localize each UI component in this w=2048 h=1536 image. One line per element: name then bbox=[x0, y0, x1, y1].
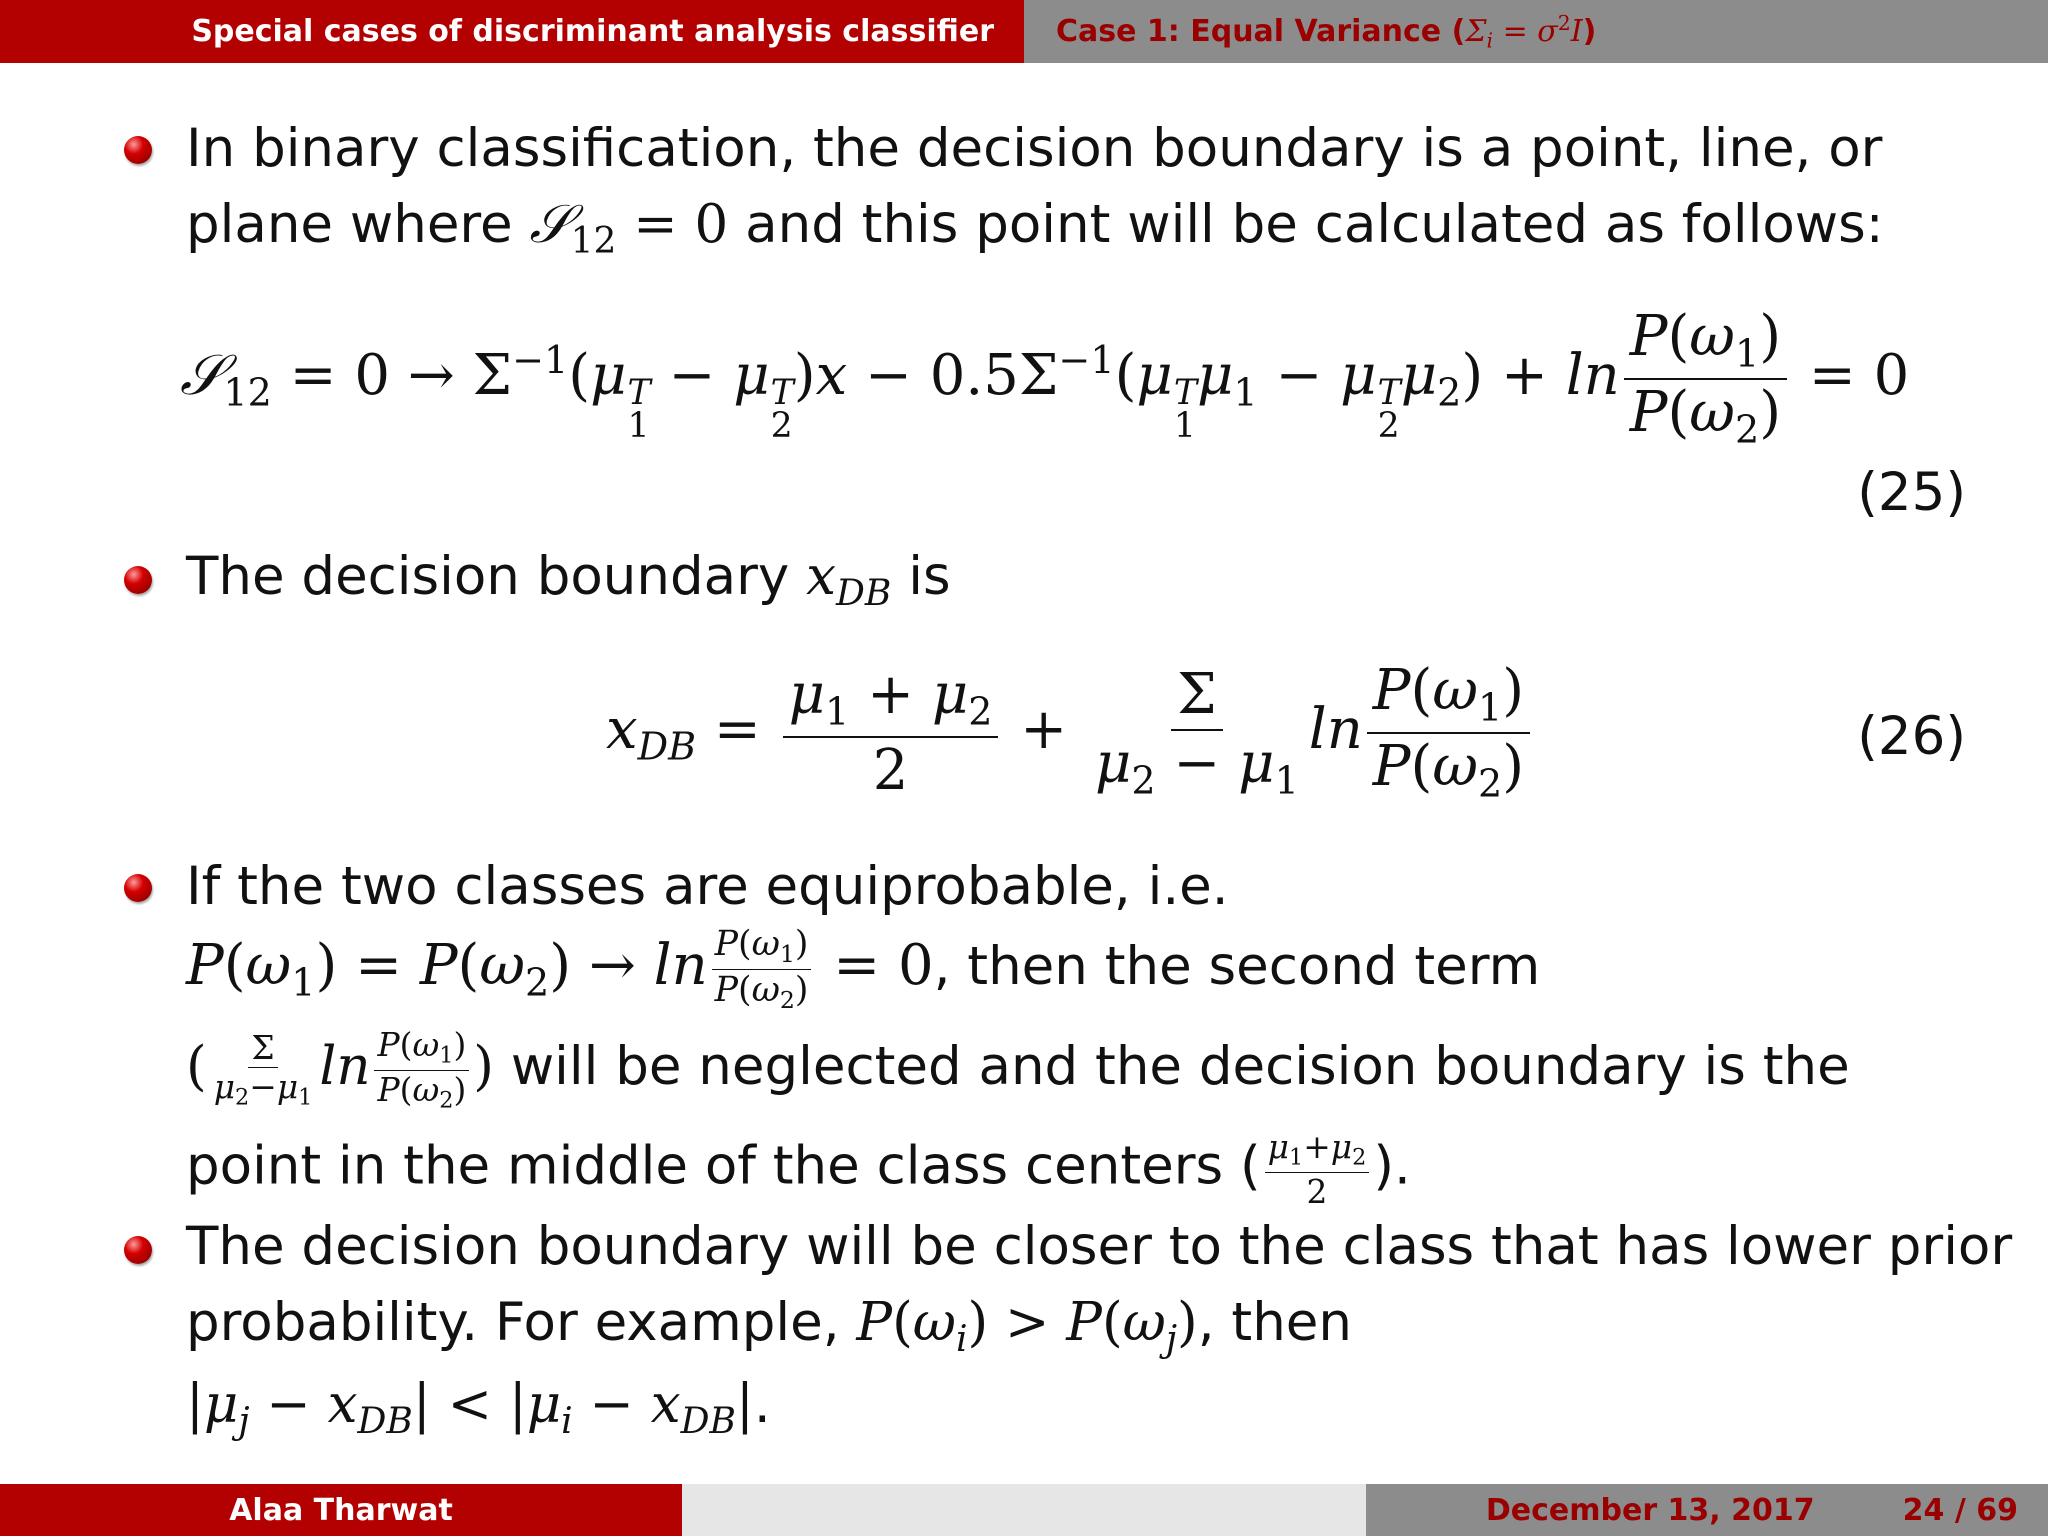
footer-author-text: Alaa Tharwat bbox=[229, 1492, 453, 1528]
bullet-3-line-4: point in the middle of the class centers ( $\frac{\mu_1+\mu_2}{2}$ ). bbox=[186, 1127, 1411, 1212]
equation-26: $x_{DB}$ = $\frac{\mu_1 + \mu_2}{2}$ + $\frac{\Sigma}{\mu_2 - \mu_1}$ ln $\frac{P(\omega_1)}{P(\omega_2)}$ bbox=[606, 662, 1534, 805]
bullet-1 bbox=[124, 136, 152, 164]
bullet-1-line-1: In binary classification, the decision boundary is a point, line, or bbox=[186, 118, 1883, 179]
equation-25-number: (25) bbox=[1857, 462, 1966, 523]
math-equiprobable: $P(\omega_1) = P(\omega_2) \to \ln$ $\frac{P(\omega_1)}{P(\omega_2)}$ = 0 bbox=[186, 924, 934, 1014]
subsection-title-prefix: Case 1: Equal Variance ( bbox=[1056, 14, 1466, 49]
header-bar bbox=[0, 0, 2048, 63]
bullet-3-line-2: $P(\omega_1) = P(\omega_2) \to \ln$ $\frac{P(\omega_1)}{P(\omega_2)}$ = 0, then the second term bbox=[186, 924, 1541, 1014]
bullet-3 bbox=[124, 874, 152, 902]
section-title-text: Special cases of discriminant analysis classifier bbox=[191, 14, 994, 49]
math-prior-comparison: $P(\omega_i) > P(\omega_j)$ bbox=[856, 1292, 1198, 1360]
equation-25: 𝒮$_{12}$ = $0 \to \Sigma^{-1}(\mu$ T 1 − μ T 2 )$x - 0.5\Sigma^{-1}(\mu$ T 1 $\mu_1 - \mu$ T 2 $\mu_2) + \ln$ $\frac{P(\omega_1)}{P(\omega_2)}$ = 0 bbox=[180, 304, 1910, 452]
bullet-2 bbox=[124, 566, 152, 594]
bullet-4 bbox=[124, 1236, 152, 1264]
bullet-2-line-1: The decision boundary $x_{DB}$ is bbox=[186, 546, 951, 614]
math-xdb: $x_{DB}$ bbox=[806, 546, 892, 614]
bullet-4-line-3: $|\mu_j - x_{DB}| < |\mu_i - x_{DB}|$. bbox=[186, 1374, 771, 1442]
footer-date: December 13, 2017 bbox=[1485, 1492, 1815, 1528]
footer-author[interactable] bbox=[0, 1484, 682, 1536]
math-distance-comparison: $|\mu_j - x_{DB}| < |\mu_i - x_{DB}|$ bbox=[186, 1374, 754, 1442]
bullet-3-line-1: If the two classes are equiprobable, i.e. bbox=[186, 856, 1229, 917]
footer-title-area[interactable] bbox=[682, 1484, 1366, 1536]
footer-page-number: 24 / 69 bbox=[1902, 1492, 2018, 1528]
footer-date-page[interactable] bbox=[1366, 1484, 2048, 1536]
bullet-4-line-1: The decision boundary will be closer to the class that has lower prior bbox=[186, 1216, 2013, 1277]
equation-26-number: (26) bbox=[1857, 706, 1966, 767]
bullet-4-line-2: probability. For example, $P(\omega_i) > P(\omega_j)$, then bbox=[186, 1292, 1352, 1360]
subsection-math: $\Sigma_i = \sigma^2I$ bbox=[1465, 10, 1583, 53]
bullet-3-line-3: ( $\frac{\Sigma}{\mu_2-\mu_1}$ ln $\frac{P(\omega_1)}{P(\omega_2)}$ ) will be neglected and the decision boundary is the bbox=[186, 1025, 1850, 1114]
math-s12-zero: 𝒮$_{12}$ = 0 bbox=[529, 194, 729, 262]
math-midpoint: $\frac{\mu_1+\mu_2}{2}$ bbox=[1261, 1135, 1374, 1196]
section-title[interactable] bbox=[0, 0, 1024, 63]
subsection-title[interactable] bbox=[1024, 0, 2048, 63]
math-second-term: ( $\frac{\Sigma}{\mu_2-\mu_1}$ ln $\frac{P(\omega_1)}{P(\omega_2)}$ ) bbox=[186, 1025, 494, 1114]
bullet-1-line-2: plane where 𝒮$_{12}$ = 0 and this point will be calculated as follows: bbox=[186, 194, 1884, 262]
footer-bar bbox=[0, 1484, 2048, 1536]
subsection-title-suffix: ) bbox=[1582, 14, 1597, 49]
